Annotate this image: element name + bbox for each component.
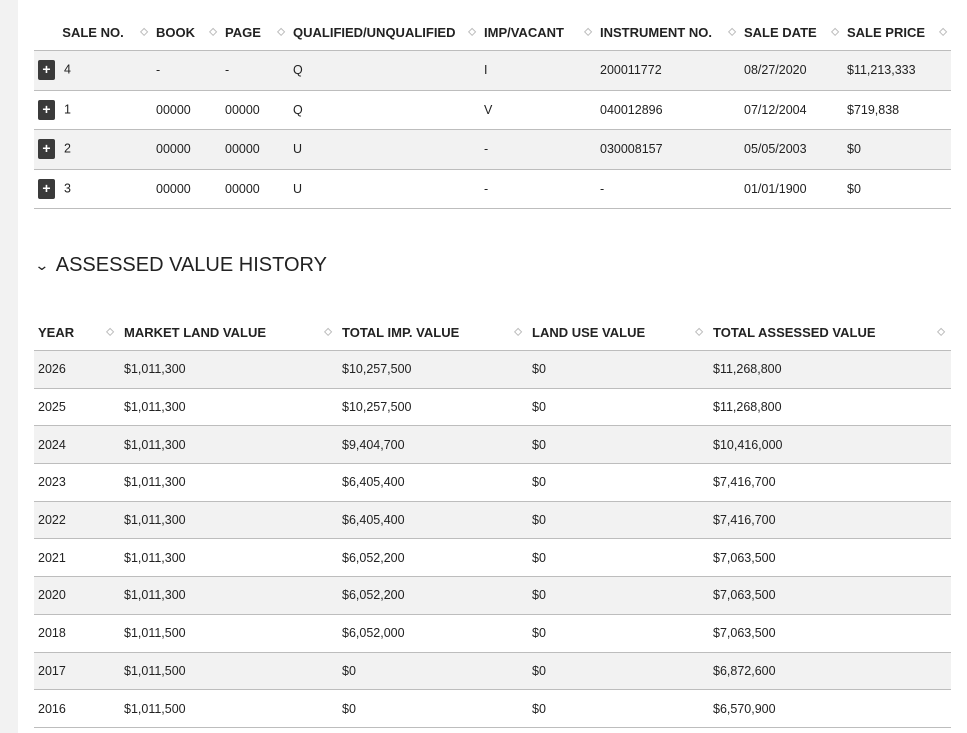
sales-header-row bbox=[34, 14, 951, 51]
table-cell: $0 bbox=[528, 539, 709, 577]
table-row bbox=[34, 388, 951, 426]
table-cell: 2025 bbox=[34, 388, 120, 426]
table-cell: $0 bbox=[528, 351, 709, 389]
table-cell: $6,052,000 bbox=[338, 614, 528, 652]
table-cell: 00000 bbox=[221, 90, 289, 130]
table-row bbox=[34, 130, 951, 170]
table-cell: $11,213,333 bbox=[843, 51, 951, 91]
assessed-col-header[interactable]: MARKET LAND VALUE ◇ bbox=[120, 314, 338, 351]
table-cell: $1,011,300 bbox=[120, 501, 338, 539]
table-row bbox=[34, 577, 951, 615]
table-cell: $0 bbox=[843, 169, 951, 209]
table-cell: $6,405,400 bbox=[338, 464, 528, 502]
table-cell: $6,052,200 bbox=[338, 539, 528, 577]
table-cell: 2018 bbox=[34, 614, 120, 652]
table-cell: Q bbox=[289, 90, 480, 130]
table-cell: - bbox=[480, 169, 596, 209]
table-cell: $1,011,300 bbox=[120, 351, 338, 389]
sort-icon[interactable]: ◇ bbox=[728, 26, 736, 38]
table-cell: 07/12/2004 bbox=[740, 90, 843, 130]
table-row bbox=[34, 501, 951, 539]
assessed-col-header[interactable]: TOTAL ASSESSED VALUE ◇ bbox=[709, 314, 951, 351]
sale-no-cell: + 2 bbox=[34, 130, 152, 170]
table-cell: $0 bbox=[528, 501, 709, 539]
table-cell: 00000 bbox=[152, 130, 221, 170]
table-cell: $1,011,500 bbox=[120, 614, 338, 652]
table-cell: 2017 bbox=[34, 652, 120, 690]
sort-icon[interactable]: ◇ bbox=[277, 26, 285, 38]
table-cell: 01/01/1900 bbox=[740, 169, 843, 209]
table-row bbox=[34, 51, 951, 91]
table-cell: $0 bbox=[528, 426, 709, 464]
table-cell: $7,063,500 bbox=[709, 614, 951, 652]
expand-plus-icon[interactable]: + bbox=[38, 60, 55, 80]
sort-icon[interactable]: ◇ bbox=[831, 26, 839, 38]
table-cell: 2016 bbox=[34, 690, 120, 728]
content-panel bbox=[18, 0, 967, 733]
table-cell: $6,052,200 bbox=[338, 577, 528, 615]
sales-col-header[interactable]: INSTRUMENT NO. ◇ bbox=[596, 14, 740, 51]
table-cell: Q bbox=[289, 51, 480, 91]
sales-col-header[interactable]: BOOK ◇ bbox=[152, 14, 221, 51]
table-cell: - bbox=[596, 169, 740, 209]
table-row bbox=[34, 539, 951, 577]
table-cell: $0 bbox=[528, 388, 709, 426]
table-cell: $1,011,300 bbox=[120, 539, 338, 577]
chevron-down-icon[interactable]: ⌄ bbox=[34, 257, 50, 273]
sales-col-header[interactable]: SALE NO. ◇ bbox=[34, 14, 152, 51]
table-cell: $10,257,500 bbox=[338, 351, 528, 389]
table-cell: $0 bbox=[528, 464, 709, 502]
table-cell: $1,011,500 bbox=[120, 652, 338, 690]
table-cell: $0 bbox=[528, 690, 709, 728]
sort-icon[interactable]: ◇ bbox=[324, 326, 332, 338]
table-cell: $1,011,300 bbox=[120, 388, 338, 426]
sort-icon[interactable]: ◇ bbox=[140, 26, 148, 38]
table-cell: 00000 bbox=[152, 90, 221, 130]
table-cell: 030008157 bbox=[596, 130, 740, 170]
sort-icon[interactable]: ◇ bbox=[939, 26, 947, 38]
table-cell: $1,011,300 bbox=[120, 426, 338, 464]
table-cell: $6,872,600 bbox=[709, 652, 951, 690]
assessed-col-header[interactable]: TOTAL IMP. VALUE ◇ bbox=[338, 314, 528, 351]
table-cell: - bbox=[480, 130, 596, 170]
sort-icon[interactable]: ◇ bbox=[468, 26, 476, 38]
table-cell: 2024 bbox=[34, 426, 120, 464]
table-cell: 2026 bbox=[34, 351, 120, 389]
table-cell: 00000 bbox=[152, 169, 221, 209]
sort-icon[interactable]: ◇ bbox=[209, 26, 217, 38]
table-cell: $0 bbox=[528, 652, 709, 690]
table-row bbox=[34, 90, 951, 130]
expand-plus-icon[interactable]: + bbox=[38, 179, 55, 199]
table-cell: $1,011,300 bbox=[120, 464, 338, 502]
assessed-header-row bbox=[34, 314, 951, 351]
table-row bbox=[34, 614, 951, 652]
table-row bbox=[34, 652, 951, 690]
table-cell: $7,063,500 bbox=[709, 539, 951, 577]
table-row bbox=[34, 690, 951, 728]
table-cell: $11,268,800 bbox=[709, 388, 951, 426]
table-cell: - bbox=[152, 51, 221, 91]
expand-plus-icon[interactable]: + bbox=[38, 100, 55, 120]
table-cell: I bbox=[480, 51, 596, 91]
table-row bbox=[34, 169, 951, 209]
table-cell: $0 bbox=[338, 652, 528, 690]
assessed-col-header[interactable]: LAND USE VALUE ◇ bbox=[528, 314, 709, 351]
table-cell: $0 bbox=[528, 614, 709, 652]
table-cell: 040012896 bbox=[596, 90, 740, 130]
sales-col-header[interactable]: QUALIFIED/UNQUALIFIED ◇ bbox=[289, 14, 480, 51]
sale-no-cell: + 1 bbox=[34, 90, 152, 130]
table-cell: $7,416,700 bbox=[709, 501, 951, 539]
table-cell: $0 bbox=[528, 577, 709, 615]
table-cell: 2022 bbox=[34, 501, 120, 539]
sales-table bbox=[34, 14, 951, 209]
sort-icon[interactable]: ◇ bbox=[695, 326, 703, 338]
table-cell: 05/05/2003 bbox=[740, 130, 843, 170]
section-title: ASSESSED VALUE HISTORY bbox=[55, 254, 327, 276]
sort-icon[interactable]: ◇ bbox=[514, 326, 522, 338]
sale-no-cell: + 3 bbox=[34, 169, 152, 209]
sales-col-header[interactable]: PAGE ◇ bbox=[221, 14, 289, 51]
table-cell: 2021 bbox=[34, 539, 120, 577]
assessed-value-table bbox=[34, 314, 951, 728]
table-cell: 00000 bbox=[221, 130, 289, 170]
expand-plus-icon[interactable]: + bbox=[38, 139, 55, 159]
table-row bbox=[34, 464, 951, 502]
table-cell: 2023 bbox=[34, 464, 120, 502]
sort-icon[interactable]: ◇ bbox=[106, 326, 114, 338]
sort-icon[interactable]: ◇ bbox=[937, 326, 945, 338]
table-cell: $0 bbox=[338, 690, 528, 728]
table-cell: $1,011,300 bbox=[120, 577, 338, 615]
table-cell: 2020 bbox=[34, 577, 120, 615]
table-row bbox=[34, 351, 951, 389]
table-cell: $719,838 bbox=[843, 90, 951, 130]
sale-no-cell: + 4 bbox=[34, 51, 152, 91]
table-cell: $10,257,500 bbox=[338, 388, 528, 426]
table-cell: V bbox=[480, 90, 596, 130]
table-cell: $6,405,400 bbox=[338, 501, 528, 539]
table-row bbox=[34, 426, 951, 464]
table-cell: $7,063,500 bbox=[709, 577, 951, 615]
sales-col-header[interactable]: IMP/VACANT ◇ bbox=[480, 14, 596, 51]
table-cell: - bbox=[221, 51, 289, 91]
table-cell: U bbox=[289, 169, 480, 209]
assessed-col-header[interactable]: YEAR ◇ bbox=[34, 314, 120, 351]
table-cell: $10,416,000 bbox=[709, 426, 951, 464]
sales-col-header[interactable]: SALE DATE ◇ bbox=[740, 14, 843, 51]
sort-icon[interactable]: ◇ bbox=[584, 26, 592, 38]
sales-col-header[interactable]: SALE PRICE ◇ bbox=[843, 14, 951, 51]
table-cell: $0 bbox=[843, 130, 951, 170]
table-cell: $1,011,500 bbox=[120, 690, 338, 728]
table-cell: 08/27/2020 bbox=[740, 51, 843, 91]
table-cell: $6,570,900 bbox=[709, 690, 951, 728]
table-cell: 00000 bbox=[221, 169, 289, 209]
table-cell: $11,268,800 bbox=[709, 351, 951, 389]
table-cell: 200011772 bbox=[596, 51, 740, 91]
table-cell: U bbox=[289, 130, 480, 170]
table-cell: $9,404,700 bbox=[338, 426, 528, 464]
assessed-value-history-toggle[interactable] bbox=[36, 254, 327, 277]
table-cell: $7,416,700 bbox=[709, 464, 951, 502]
